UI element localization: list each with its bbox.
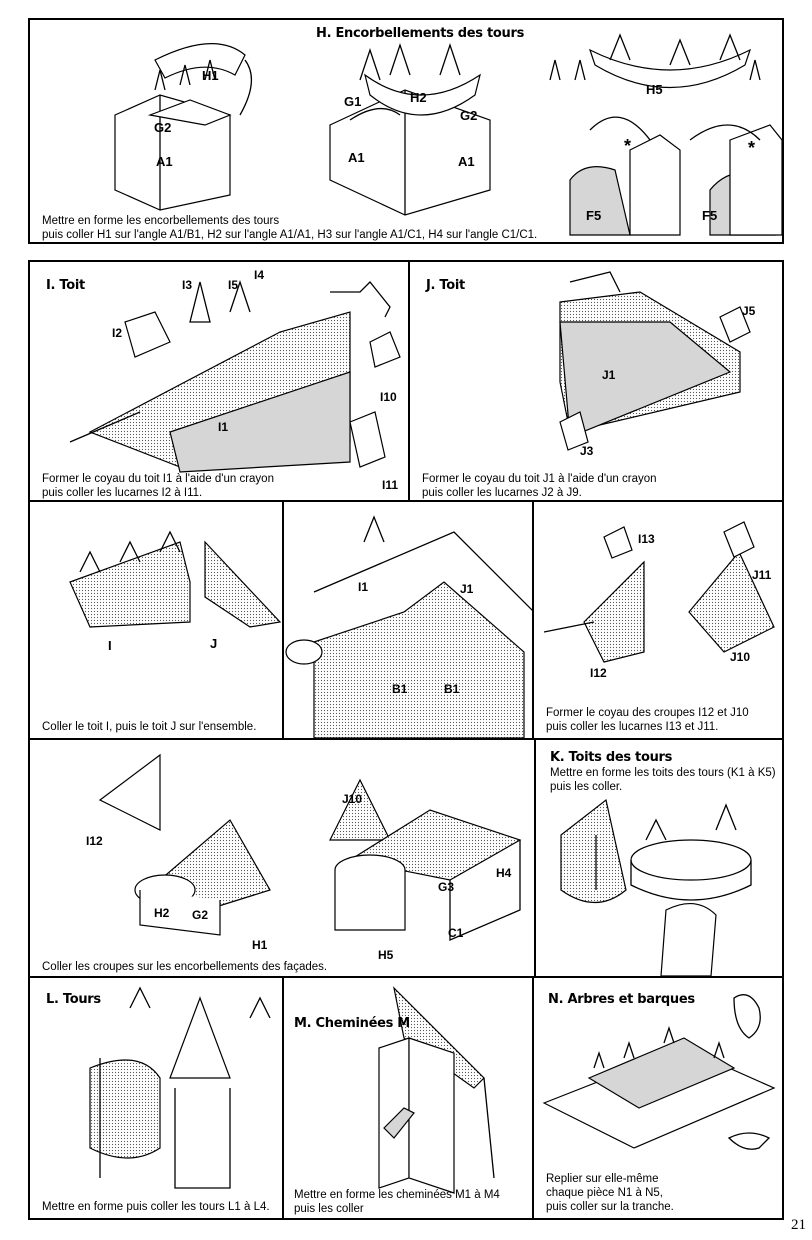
part-label: A1	[458, 154, 475, 169]
part-label: A1	[348, 150, 365, 165]
panel-ij-assembly	[28, 500, 284, 740]
caption-line: Former le coyau des croupes I12 et J10	[546, 707, 749, 719]
illustration-croupes	[534, 502, 782, 738]
illustration-m	[284, 978, 532, 1218]
illustration-h	[30, 20, 782, 242]
caption-line: Former le coyau du toit I1 à l'aide d'un crayon	[42, 473, 274, 485]
caption-line: Former le coyau du toit J1 à l'aide d'un crayon	[422, 473, 657, 485]
part-label: H2	[410, 90, 427, 105]
caption-line: Mettre en forme les encorbellements des tours	[42, 215, 280, 227]
part-label: J10	[342, 792, 363, 806]
illustration-croupes-glue	[30, 740, 534, 976]
part-label: G2	[154, 120, 172, 135]
panel-croupes	[532, 500, 784, 740]
part-label: H2	[154, 906, 170, 920]
part-label: H5	[646, 82, 663, 97]
caption-line: Mettre en forme les cheminées M1 à M4	[294, 1189, 500, 1201]
part-label: H1	[252, 938, 268, 952]
part-label: J	[210, 636, 218, 651]
illustration-ij-on-b	[284, 502, 532, 738]
part-label: J1	[460, 582, 474, 596]
part-label: H4	[496, 866, 512, 880]
part-label: I1	[358, 580, 369, 594]
section-title: K. Toits des tours	[550, 750, 673, 765]
part-label: J1	[602, 368, 616, 382]
part-label: B1	[444, 682, 460, 696]
part-label: J5	[742, 304, 756, 318]
caption-line: Mettre en forme puis coller les tours L1 à L4.	[42, 1201, 270, 1213]
part-label: F5	[702, 208, 718, 223]
part-label: G3	[438, 880, 455, 894]
illustration-l	[30, 978, 282, 1218]
part-label: I12	[590, 666, 607, 680]
section-title: I. Toit	[46, 278, 85, 293]
panel-n-arbres-barques	[532, 976, 784, 1220]
part-label: G2	[460, 108, 478, 123]
caption-line: puis coller sur la tranche.	[546, 1201, 674, 1213]
section-title: M. Cheminées M	[294, 1016, 410, 1031]
section-title: L. Tours	[46, 992, 101, 1007]
part-label: A1	[156, 154, 173, 169]
part-label: I4	[254, 268, 265, 282]
part-label: J3	[580, 444, 594, 458]
part-label: *	[748, 138, 756, 158]
part-label: I3	[182, 278, 193, 292]
part-label: I	[108, 638, 112, 653]
part-label: I11	[382, 478, 399, 492]
part-label: J11	[752, 568, 772, 582]
part-label: *	[624, 136, 632, 156]
part-label: I5	[228, 278, 239, 292]
part-label: G1	[344, 94, 362, 109]
part-label: I10	[380, 390, 397, 404]
part-label: I12	[86, 834, 103, 848]
section-title: N. Arbres et barques	[548, 992, 695, 1007]
section-title: H. Encorbellements des tours	[316, 26, 525, 41]
part-label: F5	[586, 208, 602, 223]
part-label: B1	[392, 682, 408, 696]
caption-line: Coller le toit I, puis le toit J sur l'ensemble.	[42, 721, 257, 733]
illustration-i	[30, 262, 408, 500]
caption-line: puis coller H1 sur l'angle A1/B1, H2 sur l'angle A1/A1, H3 sur l'angle A1/C1, H4 sur l'angle C1/C1.	[42, 229, 538, 241]
part-label: J10	[730, 650, 751, 664]
caption-line: puis les coller	[294, 1203, 364, 1215]
caption-line: Mettre en forme les toits des tours (K1 à K5)	[550, 767, 776, 779]
page-number: 21	[791, 1217, 806, 1233]
caption-line: puis les coller.	[550, 781, 623, 793]
part-label: I13	[638, 532, 655, 546]
panel-j-toit	[408, 260, 784, 502]
illustration-ij-assembly	[30, 502, 282, 738]
part-label: C1	[448, 926, 464, 940]
part-label: H5	[378, 948, 394, 962]
part-label: H1	[202, 68, 219, 83]
panel-croupes-glue	[28, 738, 536, 978]
section-title: J. Toit	[426, 278, 465, 293]
caption-line: puis coller les lucarnes J2 à J9.	[422, 487, 582, 499]
panel-i-toit	[28, 260, 410, 502]
panel-ij-on-b	[282, 500, 534, 740]
caption-line: Coller les croupes sur les encorbellements des façades.	[42, 961, 328, 973]
caption-line: Replier sur elle-même	[546, 1173, 659, 1185]
caption-line: puis coller les lucarnes I2 à I11.	[42, 487, 203, 499]
caption-line: puis coller les lucarnes I13 et J11.	[546, 721, 719, 733]
panel-l-tours	[28, 976, 284, 1220]
illustration-j	[410, 262, 782, 500]
panel-h-encorbellements	[28, 18, 784, 244]
panel-m-cheminees	[282, 976, 534, 1220]
part-label: I1	[218, 420, 229, 434]
caption-line: chaque pièce N1 à N5,	[546, 1187, 663, 1199]
part-label: G2	[192, 908, 209, 922]
part-label: I2	[112, 326, 123, 340]
panel-k-toits-tours	[534, 738, 784, 978]
